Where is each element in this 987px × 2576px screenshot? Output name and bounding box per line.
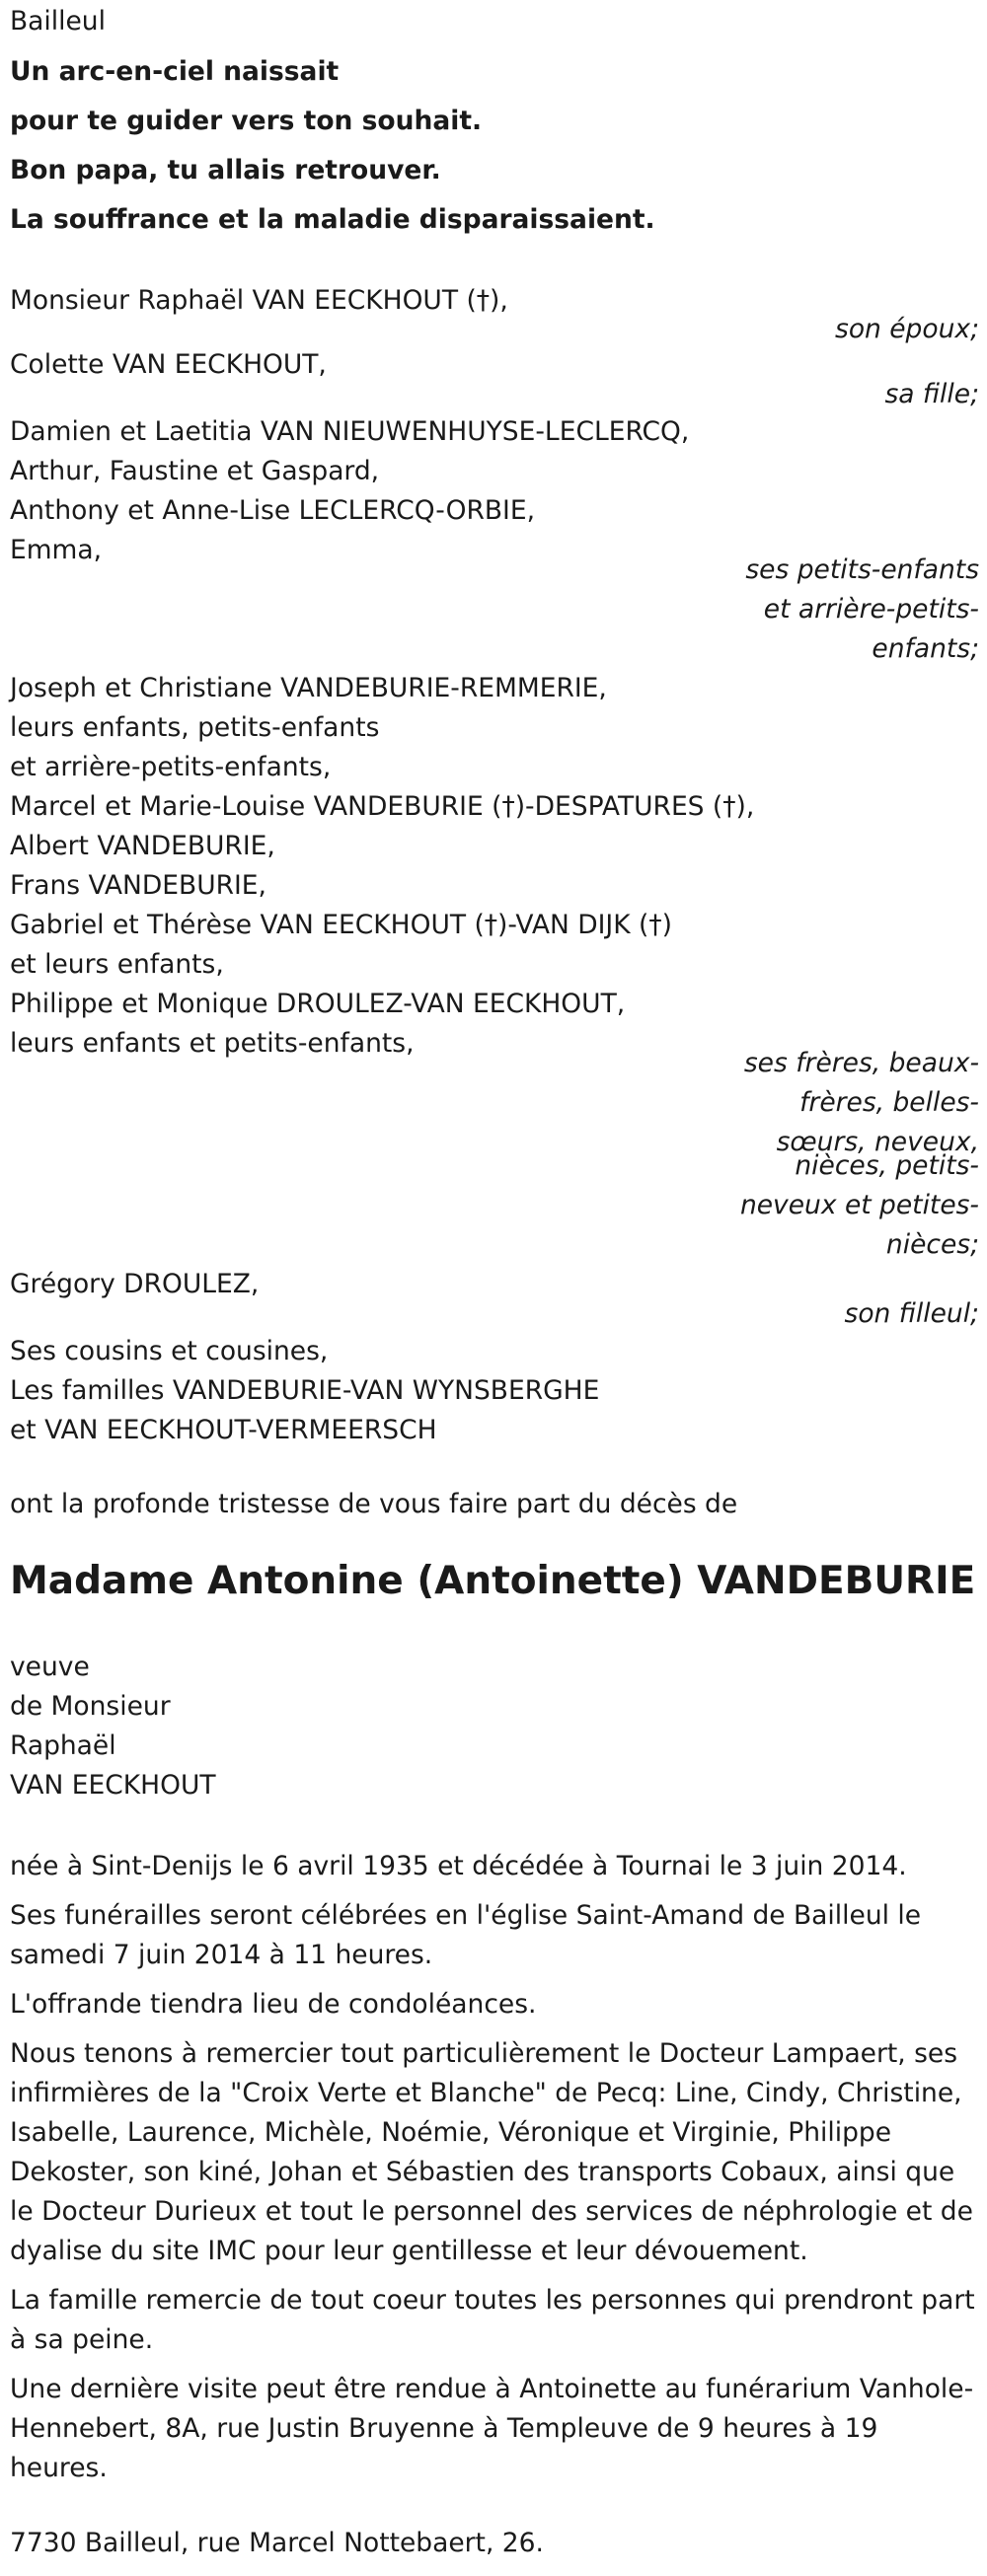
siblings-role-line-4: nièces, petits- bbox=[795, 1150, 979, 1181]
siblings-role-line-5: neveux et petites- bbox=[739, 1190, 979, 1220]
birth-death-text: née à Sint-Denijs le 6 avril 1935 et décédée à Tournai le 3 juin 2014. bbox=[10, 1851, 907, 1881]
cousins-line-3: et VAN EECKHOUT-VERMEERSCH bbox=[10, 1415, 437, 1445]
place-name: Bailleul bbox=[10, 6, 106, 37]
poem-line-3: Bon papa, tu allais retrouver. bbox=[10, 155, 441, 185]
deceased-name: Madame Antonine (Antoinette) VANDEBURIE bbox=[10, 1559, 976, 1603]
siblings-line-1: Joseph et Christiane VANDEBURIE-REMMERIE, bbox=[10, 673, 607, 703]
grandchildren-line-4: Emma, bbox=[10, 535, 103, 565]
grandchildren-role-line-3: enfants; bbox=[872, 633, 979, 664]
siblings-line-4: Marcel et Marie-Louise VANDEBURIE (†)-DESPATURES (†), bbox=[10, 791, 755, 822]
siblings-role-line-6: nièces; bbox=[885, 1229, 979, 1260]
widow-line-3: Raphaël bbox=[10, 1730, 116, 1761]
siblings-role-line-3: sœurs, neveux, bbox=[776, 1127, 979, 1157]
siblings-line-7: Gabriel et Thérèse VAN EECKHOUT (†)-VAN DIJK (†) bbox=[10, 910, 672, 940]
grandchildren-line-1: Damien et Laetitia VAN NIEUWENHUYSE-LECLERCQ, bbox=[10, 416, 690, 447]
siblings-line-3: et arrière-petits-enfants, bbox=[10, 752, 332, 782]
widow-line-2: de Monsieur bbox=[10, 1691, 171, 1722]
godson-role: son filleul; bbox=[844, 1298, 979, 1329]
poem-line-4: La souffrance et la maladie disparaissaient. bbox=[10, 204, 655, 235]
daughter-name: Colette VAN EECKHOUT, bbox=[10, 349, 327, 380]
offering-text: L'offrande tiendra lieu de condoléances. bbox=[10, 1989, 537, 2020]
spouse-role: son époux; bbox=[835, 314, 979, 344]
cousins-line-1: Ses cousins et cousines, bbox=[10, 1336, 329, 1366]
siblings-role-line-1: ses frères, beaux- bbox=[743, 1048, 979, 1078]
godson-name: Grégory DROULEZ, bbox=[10, 1269, 260, 1299]
siblings-line-2: leurs enfants, petits-enfants bbox=[10, 712, 380, 743]
poem-line-1: Un arc-en-ciel naissait bbox=[10, 56, 340, 87]
poem-line-2: pour te guider vers ton souhait. bbox=[10, 106, 483, 136]
cousins-line-2: Les familles VANDEBURIE-VAN WYNSBERGHE bbox=[10, 1375, 600, 1406]
visit-text: Une dernière visite peut être rendue à Antoinette au funérarium Vanhole-Hennebert, 8A, rue Justin Bruyenne à Templeuve de 9 heures à 19 heures. bbox=[10, 2374, 974, 2483]
siblings-line-8: et leurs enfants, bbox=[10, 949, 224, 980]
announcement-intro: ont la profonde tristesse de vous faire part du décès de bbox=[10, 1489, 738, 1519]
thanks-text: Nous tenons à remercier tout particulièrement le Docteur Lampaert, ses infirmières de la "Croix Verte et Blanche" de Pecq: Line, Cindy, Christine, Isabelle, Laurence, Michèle, Noémie, Véronique et Virginie, Philippe Dekoster, son kiné, Johan et Sébastien des transports Cobaux, ainsi que le Docteur Durieux et tout le personnel des services de néphrologie et de dyalise du site IMC pour leur gentillesse et leur dévouement. bbox=[10, 2038, 973, 2266]
daughter-role: sa fille; bbox=[884, 379, 979, 409]
siblings-role-line-2: frères, belles- bbox=[799, 1087, 979, 1118]
grandchildren-role-line-1: ses petits-enfants bbox=[745, 554, 979, 585]
family-thanks-text: La famille remercie de tout coeur toutes les personnes qui prendront part à sa peine. bbox=[10, 2285, 975, 2355]
address-text: 7730 Bailleul, rue Marcel Nottebaert, 26. bbox=[10, 2528, 544, 2558]
funeral-text: Ses funérailles seront célébrées en l'église Saint-Amand de Bailleul le samedi 7 juin 2014 à 11 heures. bbox=[10, 1900, 922, 1970]
grandchildren-line-3: Anthony et Anne-Lise LECLERCQ-ORBIE, bbox=[10, 495, 536, 526]
widow-line-1: veuve bbox=[10, 1652, 90, 1682]
grandchildren-role-line-2: et arrière-petits- bbox=[763, 594, 979, 625]
widow-line-4: VAN EECKHOUT bbox=[10, 1770, 216, 1801]
grandchildren-line-2: Arthur, Faustine et Gaspard, bbox=[10, 456, 380, 486]
siblings-line-10: leurs enfants et petits-enfants, bbox=[10, 1028, 415, 1059]
siblings-line-5: Albert VANDEBURIE, bbox=[10, 831, 275, 861]
spouse-name: Monsieur Raphaël VAN EECKHOUT (†), bbox=[10, 285, 508, 316]
siblings-line-6: Frans VANDEBURIE, bbox=[10, 870, 266, 901]
siblings-line-9: Philippe et Monique DROULEZ-VAN EECKHOUT, bbox=[10, 989, 626, 1019]
